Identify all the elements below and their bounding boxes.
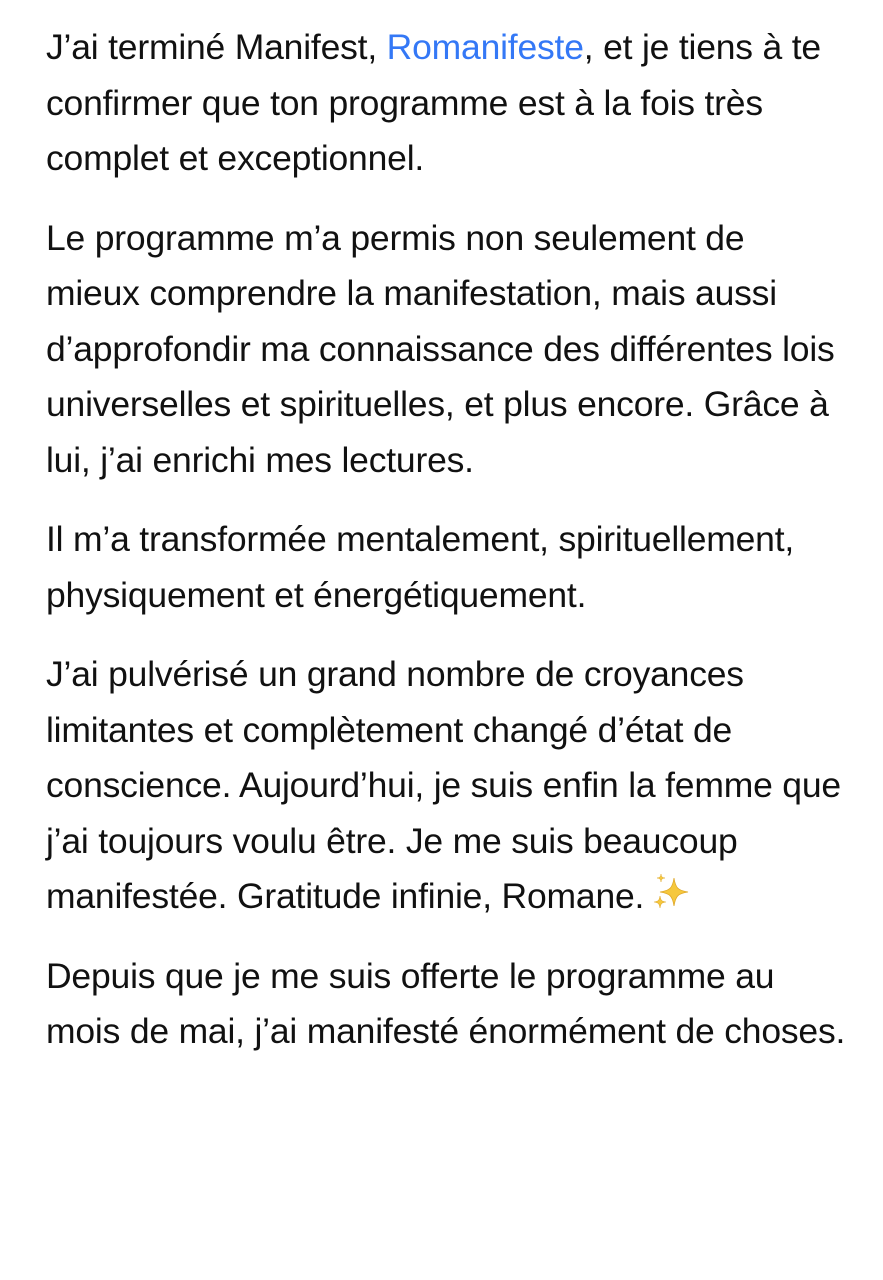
message-body — [46, 20, 846, 1060]
paragraph-4-text: J’ai pulvérisé un grand nombre de croyances limitantes et complètement changé d’état de conscience. Aujourd’hui, je suis enfin la femme que j’ai toujours voulu être. Je me suis beaucoup manifestée. Gratitude infinie, Romane. — [46, 654, 841, 916]
mention-link-romanifeste[interactable]: Romanifeste — [386, 27, 584, 67]
paragraph-3: Il m’a transformée mentalement, spirituellement, physiquement et énergétiquement. — [46, 519, 795, 615]
paragraph-2: Le programme m’a permis non seulement de mieux comprendre la manifestation, mais aussi d’approfondir ma connaissance des différentes lois universelles et spirituelles, et plus encore. Grâce à lui, j’ai enrichi mes lectures. — [46, 217, 835, 480]
sparkles-icon — [650, 872, 692, 914]
paragraph-4 — [46, 647, 846, 925]
paragraph-1-end: , et je tiens à te confirmer que ton programme est à la fois très complet et exceptionnel. — [46, 27, 821, 178]
paragraph-1-start: J’ai terminé Manifest, — [46, 27, 387, 67]
paragraph-5: Depuis que je me suis offerte le programme au mois de mai, j’ai manifesté énormément de choses. — [46, 955, 846, 1051]
paragraph-1 — [46, 20, 846, 187]
